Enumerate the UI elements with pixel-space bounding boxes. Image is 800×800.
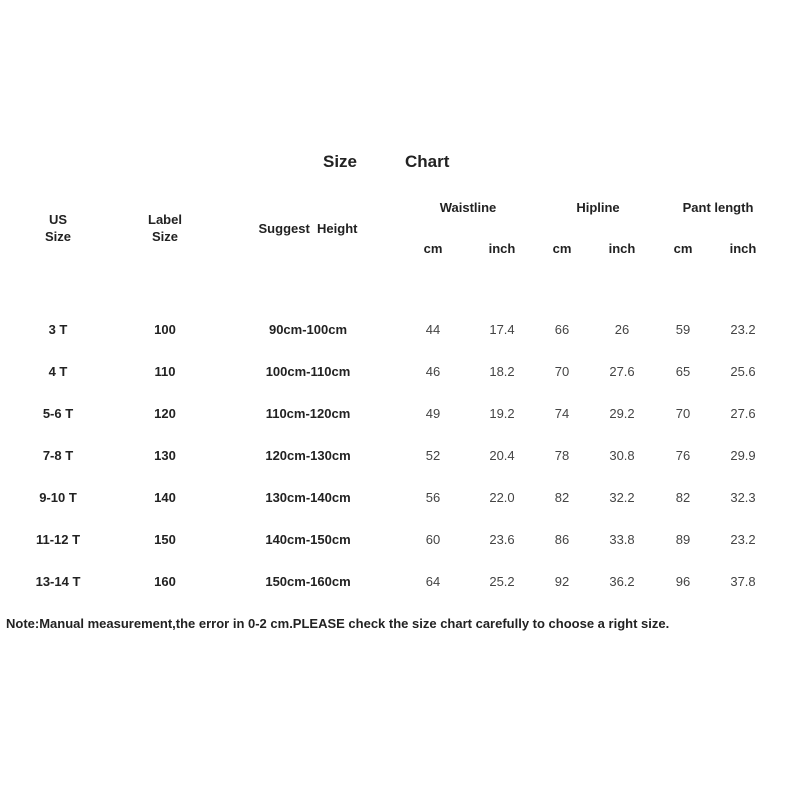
cell-pant-inch: 32.3 bbox=[730, 490, 756, 505]
cell-hip-cm: 78 bbox=[554, 448, 570, 463]
cell-pant-inch: 27.6 bbox=[730, 406, 756, 421]
cell-pant-cm: 65 bbox=[675, 364, 691, 379]
cell-waist-inch: 25.2 bbox=[489, 574, 515, 589]
cell-label-size: 130 bbox=[154, 448, 176, 463]
cell-label-size: 120 bbox=[154, 406, 176, 421]
cell-waist-cm: 52 bbox=[425, 448, 441, 463]
header-label-size bbox=[135, 211, 195, 245]
cell-waist-inch: 19.2 bbox=[489, 406, 515, 421]
cell-waist-cm: 56 bbox=[425, 490, 441, 505]
cell-waist-inch: 17.4 bbox=[489, 322, 515, 337]
cell-pant-inch: 37.8 bbox=[730, 574, 756, 589]
cell-label-size: 110 bbox=[154, 364, 176, 379]
header-hipline: Hipline bbox=[576, 200, 620, 215]
cell-hip-cm: 66 bbox=[554, 322, 570, 337]
cell-hip-cm: 92 bbox=[554, 574, 570, 589]
table-row bbox=[0, 364, 800, 384]
cell-label-size: 100 bbox=[154, 322, 176, 337]
cell-label-size: 140 bbox=[154, 490, 176, 505]
cell-hip-cm: 86 bbox=[554, 532, 570, 547]
cell-pant-inch: 25.6 bbox=[730, 364, 756, 379]
cell-hip-inch: 32.2 bbox=[609, 490, 635, 505]
unit-hip-cm: cm bbox=[552, 241, 572, 256]
cell-suggest-height: 100cm-110cm bbox=[265, 364, 351, 379]
cell-hip-inch: 27.6 bbox=[609, 364, 635, 379]
table-row bbox=[0, 574, 800, 594]
title-size-word: Size bbox=[323, 152, 358, 171]
cell-us-size: 4 T bbox=[48, 364, 68, 379]
cell-us-size: 11-12 T bbox=[35, 532, 81, 547]
cell-hip-inch: 33.8 bbox=[609, 532, 635, 547]
table-row bbox=[0, 448, 800, 468]
cell-waist-cm: 46 bbox=[425, 364, 441, 379]
cell-waist-inch: 23.6 bbox=[489, 532, 515, 547]
cell-hip-inch: 36.2 bbox=[609, 574, 635, 589]
unit-pant-cm: cm bbox=[673, 241, 693, 256]
cell-waist-cm: 60 bbox=[425, 532, 441, 547]
cell-label-size: 150 bbox=[154, 532, 176, 547]
cell-pant-cm: 70 bbox=[675, 406, 691, 421]
table-row bbox=[0, 406, 800, 426]
cell-waist-cm: 49 bbox=[425, 406, 441, 421]
cell-suggest-height: 110cm-120cm bbox=[265, 406, 351, 421]
unit-pant-inch: inch bbox=[729, 241, 757, 256]
table-row bbox=[0, 532, 800, 552]
cell-waist-inch: 22.0 bbox=[489, 490, 515, 505]
cell-label-size: 160 bbox=[154, 574, 176, 589]
cell-pant-inch: 23.2 bbox=[730, 532, 756, 547]
cell-pant-inch: 29.9 bbox=[730, 448, 756, 463]
table-row bbox=[0, 322, 800, 342]
header-pant-length: Pant length bbox=[682, 200, 754, 215]
cell-hip-inch: 30.8 bbox=[609, 448, 635, 463]
cell-waist-inch: 18.2 bbox=[489, 364, 515, 379]
cell-pant-cm: 96 bbox=[675, 574, 691, 589]
cell-waist-cm: 64 bbox=[425, 574, 441, 589]
header-us-size-line2: Size bbox=[44, 229, 71, 244]
header-us-size bbox=[28, 211, 88, 245]
cell-us-size: 7-8 T bbox=[42, 448, 74, 463]
cell-suggest-height: 130cm-140cm bbox=[265, 490, 351, 505]
table-row bbox=[0, 490, 800, 510]
cell-pant-inch: 23.2 bbox=[730, 322, 756, 337]
unit-hip-inch: inch bbox=[608, 241, 636, 256]
cell-hip-cm: 82 bbox=[554, 490, 570, 505]
unit-waist-inch: inch bbox=[488, 241, 516, 256]
title-chart-word: Chart bbox=[405, 152, 450, 171]
cell-suggest-height: 120cm-130cm bbox=[265, 448, 351, 463]
cell-us-size: 9-10 T bbox=[39, 490, 77, 505]
cell-pant-cm: 89 bbox=[675, 532, 691, 547]
header-label-size-line2: Size bbox=[151, 229, 178, 244]
header-suggest-height: Suggest Height bbox=[258, 221, 358, 236]
footnote: Note:Manual measurement,the error in 0-2 cm.PLEASE check the size chart carefully to choose a right size. bbox=[6, 616, 670, 631]
header-us-size-line1: US bbox=[48, 212, 68, 227]
cell-pant-cm: 76 bbox=[675, 448, 691, 463]
unit-waist-cm: cm bbox=[423, 241, 443, 256]
cell-us-size: 13-14 T bbox=[35, 574, 81, 589]
cell-hip-inch: 26 bbox=[614, 322, 630, 337]
cell-pant-cm: 82 bbox=[675, 490, 691, 505]
cell-suggest-height: 140cm-150cm bbox=[265, 532, 351, 547]
cell-hip-cm: 70 bbox=[554, 364, 570, 379]
cell-suggest-height: 150cm-160cm bbox=[265, 574, 351, 589]
cell-suggest-height: 90cm-100cm bbox=[268, 322, 348, 337]
cell-us-size: 5-6 T bbox=[42, 406, 74, 421]
cell-hip-cm: 74 bbox=[554, 406, 570, 421]
header-label-size-line1: Label bbox=[148, 212, 182, 227]
cell-hip-inch: 29.2 bbox=[609, 406, 635, 421]
cell-waist-inch: 20.4 bbox=[489, 448, 515, 463]
header-waistline: Waistline bbox=[439, 200, 497, 215]
cell-waist-cm: 44 bbox=[425, 322, 441, 337]
cell-us-size: 3 T bbox=[48, 322, 68, 337]
cell-pant-cm: 59 bbox=[675, 322, 691, 337]
